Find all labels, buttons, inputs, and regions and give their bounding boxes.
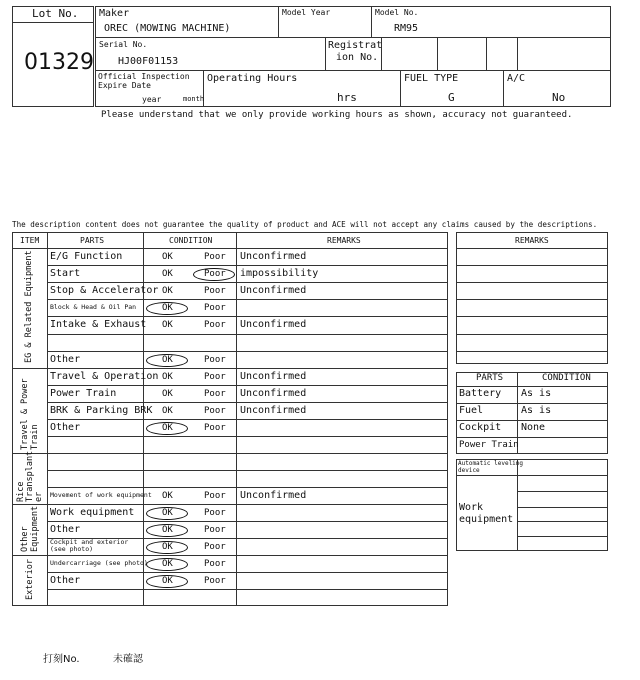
lot-number: 01329 bbox=[24, 50, 94, 75]
row-part: BRK & Parking BRK bbox=[50, 405, 153, 416]
condition-poor: Poor bbox=[204, 542, 226, 552]
condition-poor: Poor bbox=[204, 355, 226, 365]
ok-circle-mark bbox=[146, 575, 188, 588]
condition-poor: Poor bbox=[204, 269, 226, 279]
condition-ok: OK bbox=[162, 423, 173, 433]
row-part: Other bbox=[50, 422, 81, 433]
right-condition-header: CONDITION bbox=[542, 373, 591, 383]
serial-no-label: Serial No. bbox=[99, 40, 148, 49]
fuel-type-label: FUEL TYPE bbox=[404, 73, 459, 84]
row-part: Start bbox=[50, 268, 81, 279]
right-part: Power Train bbox=[459, 440, 519, 450]
right-part: Fuel bbox=[459, 405, 484, 416]
condition-ok: OK bbox=[162, 286, 173, 296]
ok-circle-mark bbox=[146, 524, 188, 537]
maker-label: Maker bbox=[99, 8, 130, 19]
inspection-label: Official Inspection bbox=[98, 72, 190, 81]
row-part: Other bbox=[50, 524, 81, 535]
condition-ok: OK bbox=[162, 576, 173, 586]
month-label: month bbox=[183, 95, 205, 103]
stamp-no-label: 打刻No. bbox=[43, 654, 80, 665]
serial-no-value: HJ00F01153 bbox=[118, 56, 179, 67]
row-part: Travel & Operation bbox=[50, 371, 159, 382]
row-part: E/G Function bbox=[50, 251, 123, 262]
condition-ok: OK bbox=[162, 372, 173, 382]
row-remark: Unconfirmed bbox=[240, 319, 307, 330]
condition-poor: Poor bbox=[204, 389, 226, 399]
fuel-type-value: G bbox=[448, 91, 455, 104]
row-remark: Unconfirmed bbox=[240, 285, 307, 296]
condition-ok: OK bbox=[162, 525, 173, 535]
row-part: Movement of work equipment bbox=[50, 491, 152, 499]
group-travel: Travel & Power bbox=[20, 378, 30, 450]
condition-ok: OK bbox=[162, 320, 173, 330]
year-label: year bbox=[142, 95, 162, 104]
ok-circle-mark bbox=[146, 422, 188, 435]
item-header: ITEM bbox=[20, 236, 40, 245]
right-condition: None bbox=[521, 422, 546, 433]
right-condition: As is bbox=[521, 388, 552, 399]
condition-ok: OK bbox=[162, 303, 173, 313]
condition-ok: OK bbox=[162, 389, 173, 399]
group-rice-2: Transplant bbox=[25, 450, 35, 502]
condition-poor: Poor bbox=[204, 423, 226, 433]
parts-header: PARTS bbox=[80, 236, 105, 245]
hours-unit: hrs bbox=[337, 91, 357, 104]
group-eg: EG & Related Equipment bbox=[24, 250, 34, 363]
ok-circle-mark bbox=[146, 354, 188, 367]
group-other-equipment-2: Equipment bbox=[30, 505, 40, 552]
auto-leveling-label: Automatic leveling bbox=[458, 460, 524, 467]
group-exterior: Exterior bbox=[25, 559, 35, 600]
ok-circle-mark bbox=[146, 558, 188, 571]
row-remark: impossibility bbox=[240, 268, 319, 279]
model-no-value: RM95 bbox=[394, 23, 419, 34]
group-other-equipment: Other bbox=[20, 526, 30, 552]
disclaimer: The description content does not guarantee the quality of product and ACE will not accept any claims caused by the descriptions. bbox=[12, 220, 598, 229]
group-rice-3: er bbox=[34, 491, 44, 502]
ok-circle-mark bbox=[146, 302, 188, 315]
right-remarks-header: REMARKS bbox=[515, 236, 549, 245]
condition-poor: Poor bbox=[204, 525, 226, 535]
row-remark: Unconfirmed bbox=[240, 405, 307, 416]
condition-ok: OK bbox=[162, 542, 173, 552]
row-part: Other bbox=[50, 354, 81, 365]
row-remark: Unconfirmed bbox=[240, 371, 307, 382]
condition-poor: Poor bbox=[204, 286, 226, 296]
condition-ok: OK bbox=[162, 269, 173, 279]
condition-ok: OK bbox=[162, 252, 173, 262]
ac-value: No bbox=[552, 91, 566, 104]
group-travel-2: Train bbox=[30, 424, 40, 450]
stamp-status: 未確認 bbox=[113, 654, 143, 665]
right-condition: As is bbox=[521, 405, 552, 416]
work-equipment-label: Work bbox=[459, 502, 484, 513]
row-part: Cockpit and exterior (see photo) bbox=[50, 538, 129, 553]
condition-poor: Poor bbox=[204, 559, 226, 569]
row-part: Intake & Exhaust bbox=[50, 319, 147, 330]
poor-circle-mark bbox=[193, 268, 235, 281]
right-part: Cockpit bbox=[459, 422, 502, 433]
ok-circle-mark bbox=[146, 541, 188, 554]
right-part: Battery bbox=[459, 388, 502, 399]
lot-no-label: Lot No. bbox=[32, 7, 79, 20]
inspection-label-2: Expire Date bbox=[98, 81, 151, 90]
ok-circle-mark bbox=[146, 507, 188, 520]
row-part: Stop & Accelerator bbox=[50, 285, 159, 296]
condition-ok: OK bbox=[162, 491, 173, 501]
condition-poor: Poor bbox=[204, 372, 226, 382]
condition-ok: OK bbox=[162, 508, 173, 518]
condition-poor: Poor bbox=[204, 508, 226, 518]
row-remark: Unconfirmed bbox=[240, 490, 307, 501]
row-part: Other bbox=[50, 575, 81, 586]
condition-poor: Poor bbox=[204, 576, 226, 586]
registration-label-2: ion No. bbox=[336, 52, 379, 63]
condition-header: CONDITION bbox=[169, 236, 213, 245]
right-remarks-box bbox=[456, 232, 608, 364]
condition-poor: Poor bbox=[204, 303, 226, 313]
row-part: Undercarriage (see photo) bbox=[50, 559, 148, 567]
auto-leveling-label-2: device bbox=[458, 467, 480, 474]
operating-hours-label: Operating Hours bbox=[207, 73, 298, 84]
remarks-header: REMARKS bbox=[327, 236, 361, 245]
row-remark: Unconfirmed bbox=[240, 388, 307, 399]
condition-ok: OK bbox=[162, 355, 173, 365]
condition-poor: Poor bbox=[204, 406, 226, 416]
right-parts-header: PARTS bbox=[476, 373, 504, 383]
hours-note: Please understand that we only provide working hours as shown, accuracy not guaranteed. bbox=[101, 110, 573, 120]
ac-label: A/C bbox=[507, 73, 526, 84]
model-year-label: Model Year bbox=[282, 8, 331, 17]
registration-label: Registrat bbox=[328, 40, 383, 51]
condition-poor: Poor bbox=[204, 491, 226, 501]
row-part: Work equipment bbox=[50, 507, 135, 518]
model-no-label: Model No. bbox=[375, 8, 419, 17]
condition-poor: Poor bbox=[204, 320, 226, 330]
condition-poor: Poor bbox=[204, 252, 226, 262]
row-part: Block & Head & Oil Pan bbox=[50, 303, 137, 311]
row-remark: Unconfirmed bbox=[240, 251, 307, 262]
condition-ok: OK bbox=[162, 406, 173, 416]
condition-ok: OK bbox=[162, 559, 173, 569]
maker-value: OREC (MOWING MACHINE) bbox=[104, 23, 231, 34]
group-rice: Rice bbox=[16, 481, 26, 502]
row-part: Power Train bbox=[50, 388, 117, 399]
work-equipment-label-2: equipment bbox=[459, 514, 514, 525]
